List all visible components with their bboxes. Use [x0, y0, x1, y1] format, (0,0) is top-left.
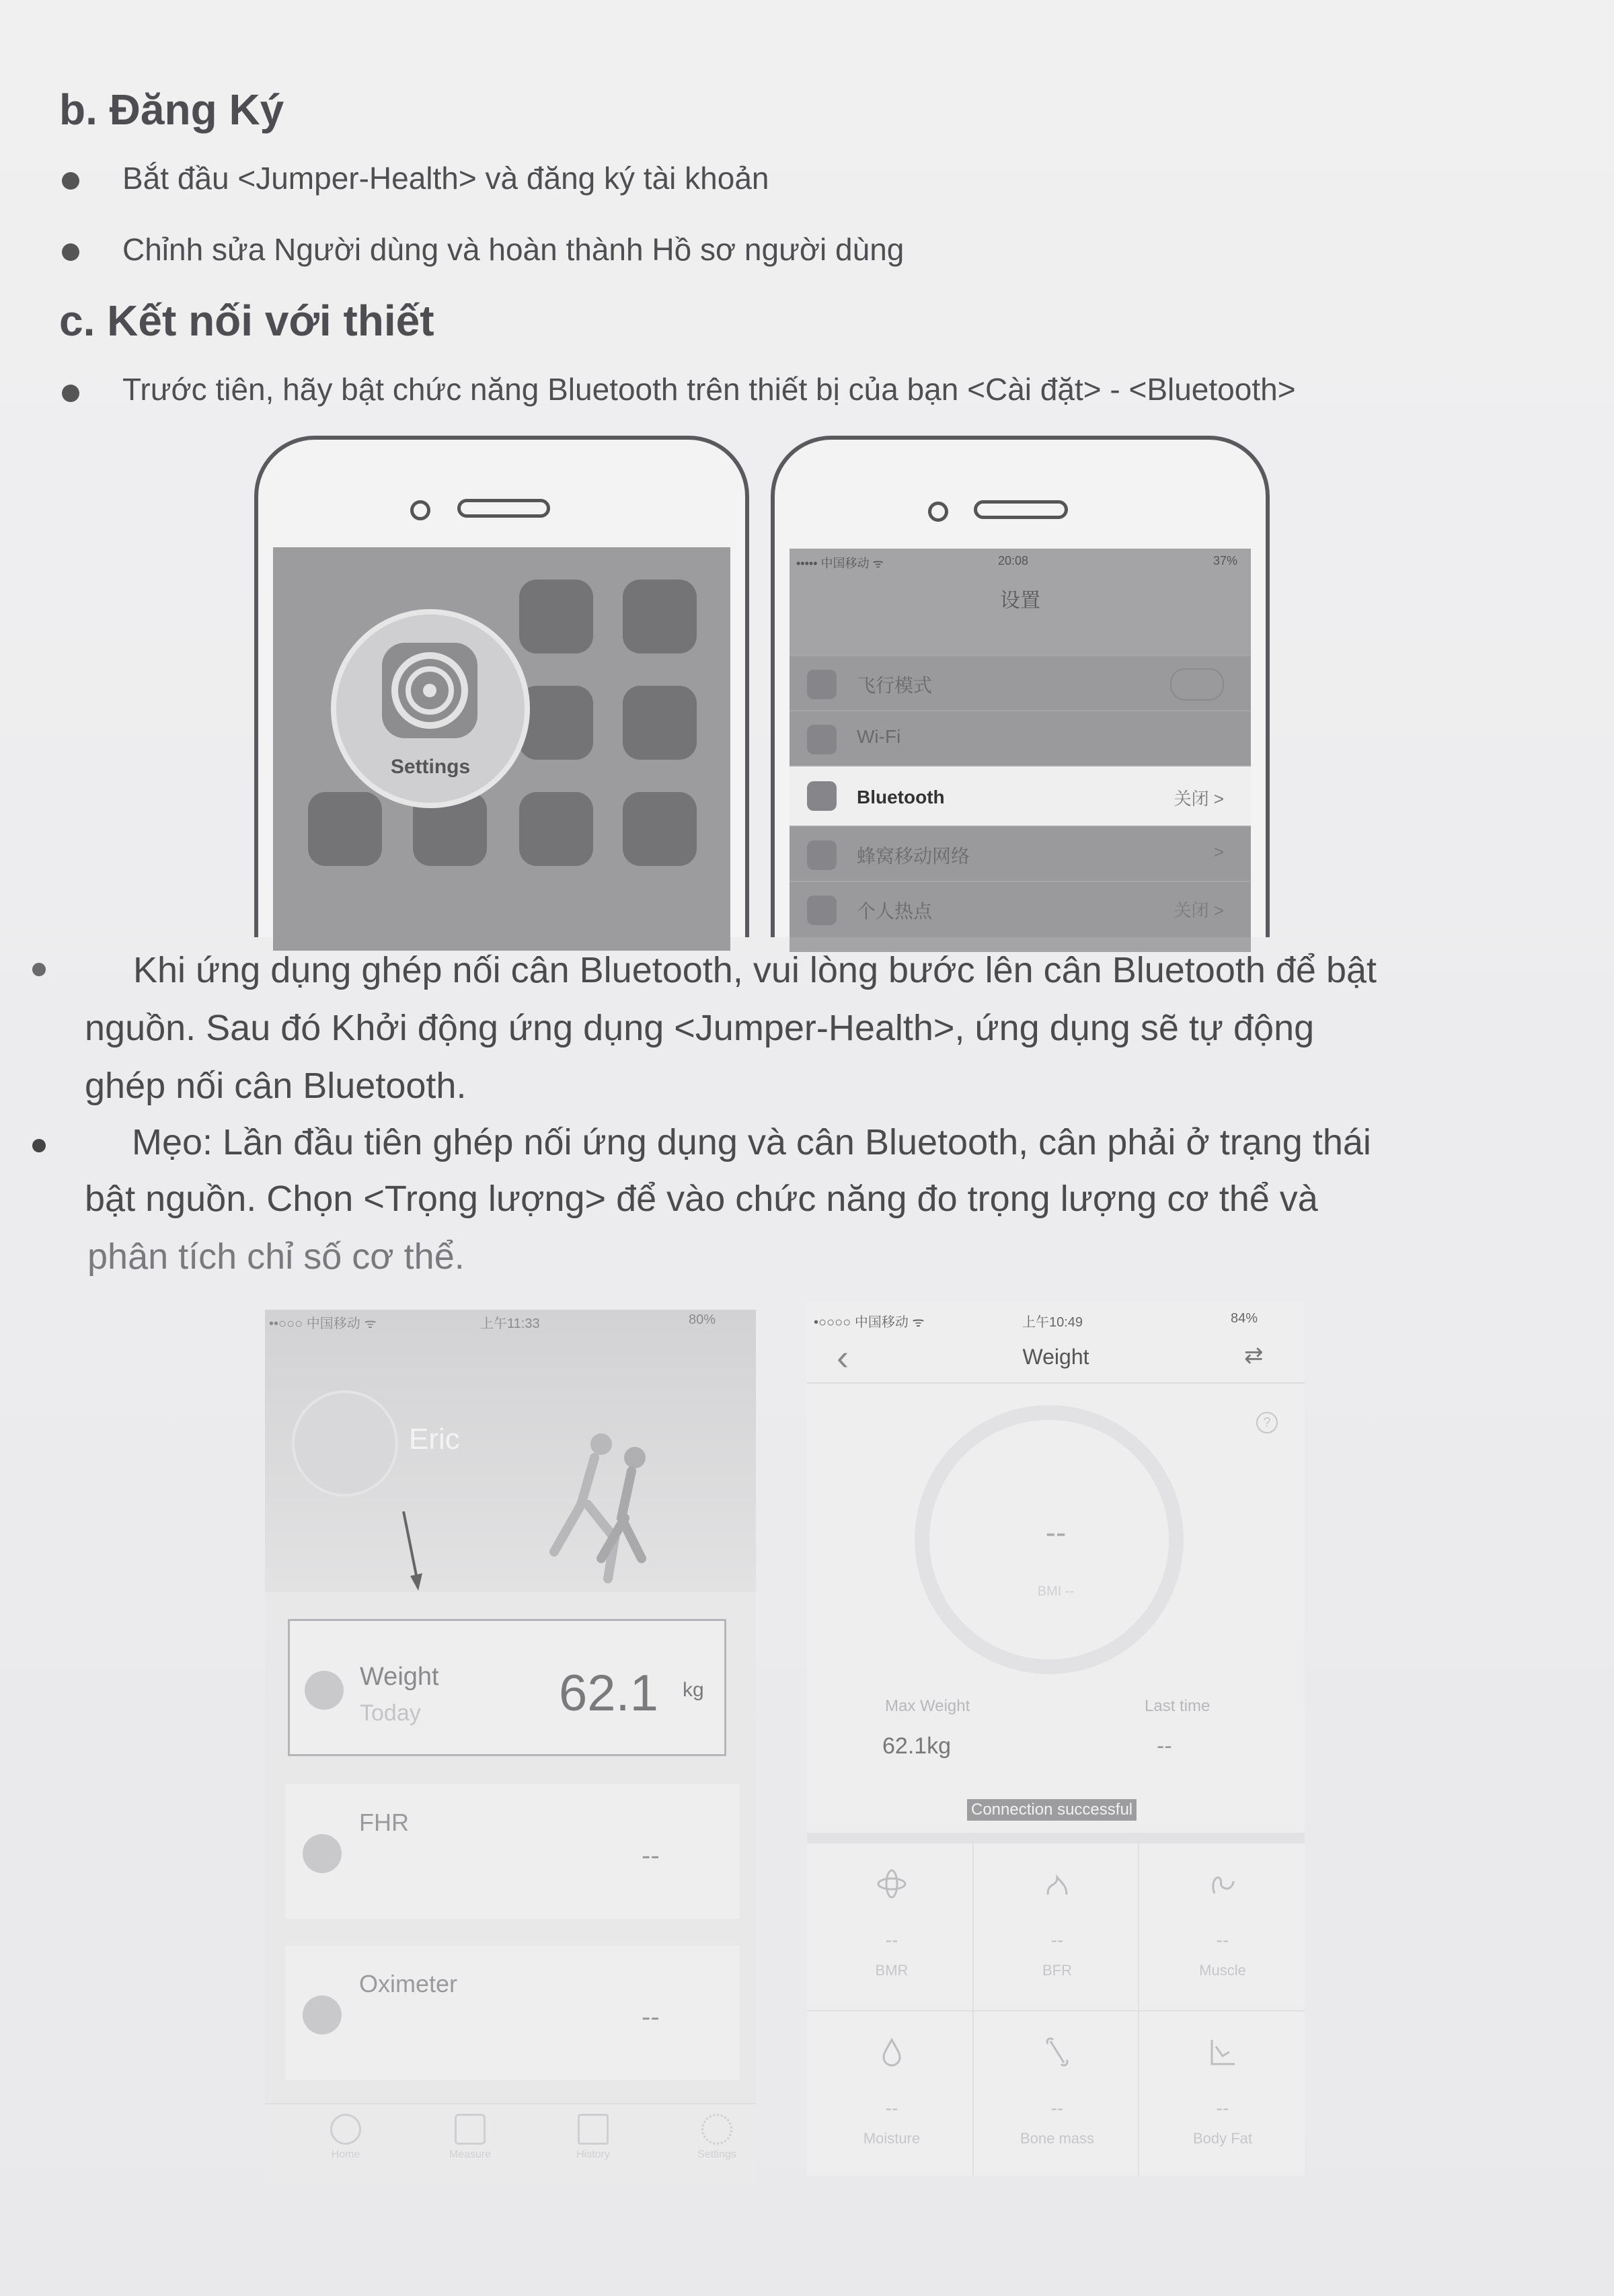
metric-value: --: [885, 1930, 898, 1950]
tab-label: Measure: [449, 2149, 492, 2160]
bullet-dot: [32, 1139, 46, 1152]
reminders-app-icon: [623, 686, 697, 760]
metric-bfr[interactable]: [976, 1844, 1138, 2005]
metric-moisture[interactable]: [811, 2012, 972, 2173]
fhr-card[interactable]: [285, 1784, 740, 1919]
water-drop-icon: [876, 2036, 908, 2068]
heart-icon: [303, 1834, 342, 1873]
paragraph-2-line-3: phân tích chỉ số cơ thể.: [87, 1236, 465, 1277]
settings-row-airplane[interactable]: [790, 655, 1251, 711]
paragraph-1-line-2: nguồn. Sau đó Khởi động ứng dụng <Jumper-Health>, ứng dụng sẽ tự động: [85, 1008, 1315, 1048]
oximeter-icon: [303, 1995, 342, 2034]
bullet-dot: [62, 172, 79, 190]
status-carrier: ••••• 中国移动 ᯤ: [796, 557, 884, 570]
runners-illustration: [541, 1424, 675, 1585]
user-name: Eric: [409, 1423, 460, 1456]
paragraph-1-line-1: Khi ứng dụng ghép nối cân Bluetooth, vui lòng bước lên cân Bluetooth để bật: [133, 950, 1377, 990]
weight-unit: kg: [683, 1679, 704, 1701]
gauge-value: --: [1045, 1515, 1067, 1550]
tab-label: Settings: [697, 2149, 736, 2160]
metric-bmr[interactable]: [811, 1844, 972, 2005]
phone-right: [771, 436, 1270, 937]
tab-measure[interactable]: [430, 2114, 510, 2161]
metric-muscle[interactable]: [1142, 1844, 1303, 2005]
metric-body-fat[interactable]: [1142, 2012, 1303, 2173]
metric-value: --: [885, 2098, 898, 2119]
cellular-icon: [807, 840, 837, 870]
bluetooth-icon: [807, 781, 837, 811]
metric-name: BFR: [1042, 1962, 1072, 1979]
status-battery: 80%: [689, 1312, 716, 1327]
tab-label: Home: [331, 2149, 360, 2160]
grid-line: [1138, 1844, 1139, 2176]
section-divider: [807, 1833, 1305, 1844]
oximeter-label: Oximeter: [359, 1970, 458, 1997]
speaker-icon: [974, 500, 1068, 519]
home-icon: [330, 2114, 361, 2145]
connection-status-badge: Connection successful: [967, 1799, 1137, 1821]
measure-icon: [455, 2114, 486, 2145]
max-weight-label: Max Weight: [885, 1697, 970, 1715]
metric-value: --: [1216, 1930, 1229, 1950]
atom-icon: [876, 1868, 908, 1900]
tab-settings[interactable]: [677, 2114, 756, 2161]
muscle-icon: [1206, 1868, 1239, 1900]
hotspot-icon: [807, 896, 837, 925]
settings-gear-icon: [379, 640, 480, 741]
settings-row-hotspot[interactable]: [790, 881, 1251, 937]
history-icon: [578, 2114, 609, 2145]
settings-row-label: 飞行模式: [857, 675, 933, 696]
settings-row-value: 关闭 >: [1174, 900, 1224, 920]
bullet-dot: [62, 385, 79, 402]
tab-bar: [265, 2103, 756, 2184]
oximeter-value: --: [642, 2002, 660, 2032]
paragraph-1-line-3: ghép nối cân Bluetooth.: [85, 1066, 467, 1106]
mail-app-icon: [519, 686, 593, 760]
paragraph-2-line-1: Mẹo: Lần đầu tiên ghép nối ứng dụng và cân Bluetooth, cân phải ở trạng thái: [132, 1122, 1371, 1162]
settings-row-label: 个人热点: [857, 901, 933, 922]
settings-row-wifi[interactable]: [790, 710, 1251, 766]
bone-icon: [1041, 2036, 1073, 2068]
bullet-text-bluetooth: Trước tiên, hãy bật chức năng Bluetooth trên thiết bị của bạn <Cài đặt> - <Bluetooth>: [122, 372, 1296, 407]
phone-left: [254, 436, 749, 937]
stocks-app-icon: [519, 580, 593, 654]
settings-row-label: 蜂窝移动网络: [857, 846, 970, 867]
metric-name: Moisture: [863, 2130, 921, 2147]
weight-value: 62.1: [559, 1665, 658, 1722]
airplane-toggle[interactable]: [1170, 668, 1224, 701]
wallet-app-icon: [623, 580, 697, 654]
airplane-icon: [807, 670, 837, 699]
bullet-text-register: Bắt đầu <Jumper-Health> và đăng ký tài khoản: [122, 161, 769, 196]
switch-icon[interactable]: ⇄: [1244, 1343, 1264, 1368]
last-time-label: Last time: [1145, 1697, 1210, 1715]
tab-home[interactable]: [305, 2114, 386, 2161]
metric-value: --: [1050, 2098, 1064, 2119]
settings-title: 设置: [1000, 590, 1040, 612]
status-carrier: •○○○○ 中国移动 ᯤ: [814, 1315, 925, 1330]
status-battery: 84%: [1231, 1311, 1258, 1326]
back-chevron-icon[interactable]: ‹: [837, 1337, 849, 1378]
status-time: 20:08: [998, 554, 1029, 567]
status-battery: 37%: [1213, 554, 1237, 567]
camera-icon: [410, 500, 430, 520]
watch-app-icon: [623, 792, 697, 866]
settings-row-label: Bluetooth: [857, 787, 945, 807]
section-b-heading: b. Đăng Ký: [59, 85, 284, 134]
last-time-value: --: [1157, 1733, 1172, 1759]
weight-label: Weight: [360, 1663, 439, 1691]
metric-name: Body Fat: [1192, 2130, 1253, 2147]
tab-history[interactable]: [553, 2114, 633, 2161]
gear-icon: [701, 2114, 732, 2145]
app-home-screenshot: [265, 1310, 756, 2184]
help-icon[interactable]: ?: [1256, 1412, 1278, 1433]
game-center-app-icon: [519, 792, 593, 866]
settings-row-bluetooth[interactable]: [790, 765, 1251, 827]
speaker-icon: [457, 499, 550, 518]
header-divider: [807, 1382, 1305, 1384]
app-weight-screenshot: [807, 1302, 1305, 2176]
settings-label: Settings: [390, 756, 471, 778]
status-time: 上午10:49: [1022, 1315, 1083, 1330]
grid-line: [972, 1844, 974, 2176]
weight-card[interactable]: [288, 1619, 726, 1756]
oximeter-card[interactable]: [285, 1946, 740, 2080]
max-weight-value: 62.1kg: [882, 1733, 952, 1759]
settings-row-value: 关闭 >: [1174, 789, 1224, 809]
body-icon: [1041, 1868, 1073, 1900]
metric-value: --: [1050, 1930, 1064, 1950]
settings-zoom-circle: [331, 609, 530, 808]
settings-row-cellular[interactable]: [790, 826, 1251, 882]
metric-value: --: [1216, 2098, 1229, 2119]
page-title: Weight: [1022, 1345, 1089, 1369]
bullet-text-profile: Chỉnh sửa Người dùng và hoàn thành Hồ sơ người dùng: [122, 232, 905, 267]
metric-name: Bone mass: [1020, 2130, 1095, 2147]
wifi-icon: [807, 725, 837, 754]
metric-name: BMR: [875, 1962, 909, 1979]
settings-row-value: >: [1213, 842, 1224, 862]
status-carrier: ••○○○ 中国移动 ᯤ: [269, 1316, 377, 1331]
arrow-icon: [399, 1511, 426, 1592]
section-c-heading: c. Kết nối với thiết: [59, 296, 434, 345]
weight-icon: [305, 1671, 344, 1710]
bullet-dot: [32, 963, 46, 976]
metric-name: Muscle: [1199, 1962, 1246, 1979]
home-screen: [273, 547, 730, 951]
tab-label: History: [576, 2149, 610, 2160]
paragraph-2-line-2: bật nguồn. Chọn <Trọng lượng> để vào chức năng đo trọng lượng cơ thể và: [85, 1179, 1318, 1219]
camera-icon: [928, 502, 948, 522]
status-time: 上午11:33: [480, 1316, 540, 1331]
fhr-label: FHR: [359, 1809, 409, 1836]
bullet-dot: [62, 243, 79, 261]
settings-screen: [790, 549, 1251, 952]
settings-row-label: Wi-Fi: [857, 726, 901, 747]
itunes-app-icon: [308, 792, 382, 866]
weight-sub: Today: [360, 1700, 421, 1726]
avatar[interactable]: [292, 1390, 398, 1497]
fhr-value: --: [642, 1841, 660, 1870]
gauge-sub: BMI --: [1037, 1584, 1075, 1599]
chart-icon: [1206, 2036, 1239, 2068]
metric-bone-mass[interactable]: [976, 2012, 1138, 2173]
